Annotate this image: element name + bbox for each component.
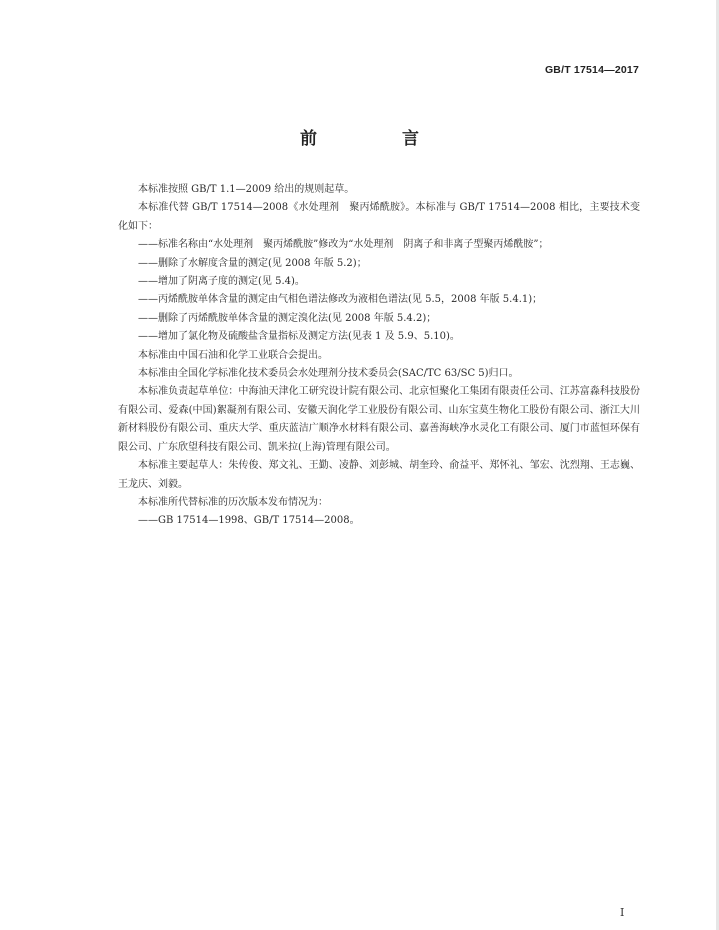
change-item-hydrolysis: ——删除了水解度含量的测定(见 2008 年版 5.2)； bbox=[138, 257, 367, 269]
change-item-name: ——标准名称由“水处理剂 聚丙烯酰胺”修改为“水处理剂 阴离子和非离子型聚丙烯酰胺”； bbox=[138, 239, 549, 251]
change-item-chloride-sulfate: ——增加了氯化物及硫酸盐含量指标及测定方法(见表 1 及 5.9、5.10)。 bbox=[138, 331, 460, 343]
change-item-anionic-degree: ——增加了阴离子度的测定(见 5.4)。 bbox=[138, 276, 305, 288]
paragraph-drafters: 本标准主要起草人：朱传俊、郑文礼、王勤、凌静、刘彭城、胡奎玲、俞益平、郑怀礼、邹宏、沈烈翔、王志巍、王龙庆、刘毅。 bbox=[118, 460, 640, 490]
change-item-monomer-method: ——丙烯酰胺单体含量的测定由气相色谱法修改为液相色谱法(见 5.5，2008 年版 5.4.1)； bbox=[138, 294, 543, 306]
page-number: I bbox=[620, 906, 625, 919]
change-item-bromination: ——删除了丙烯酰胺单体含量的测定溴化法(见 2008 年版 5.4.2)； bbox=[138, 312, 437, 324]
paragraph-previous-editions: 本标准所代替标准的历次版本发布情况为： bbox=[138, 496, 328, 508]
paragraph-proposed-by: 本标准由中国石油和化学工业联合会提出。 bbox=[138, 349, 328, 361]
paragraph-under-jurisdiction: 本标准由全国化学标准化技术委员会水处理剂分技术委员会(SAC/TC 63/SC 5)归口。 bbox=[138, 368, 519, 380]
paragraph-drafting-rules: 本标准按照 GB/T 1.1—2009 给出的规则起草。 bbox=[138, 184, 355, 195]
foreword-body bbox=[118, 181, 640, 531]
page-title: 前 言 bbox=[300, 129, 453, 149]
previous-editions-list: ——GB 17514—1998、GB/T 17514—2008。 bbox=[138, 515, 360, 527]
paragraph-replaces: 本标准代替 GB/T 17514—2008《水处理剂 聚丙烯酰胺》。本标准与 GB/T 17514—2008 相比，主要技术变化如下： bbox=[118, 202, 640, 232]
paragraph-drafting-units: 本标准负责起草单位：中海油天津化工研究设计院有限公司、北京恒聚化工集团有限责任公司、江苏富淼科技股份有限公司、爱森(中国)絮凝剂有限公司、安徽天润化学工业股份有限公司、山东宝莫生物化工股份有限公司、浙江大川新材料股份有限公司、重庆大学、重庆蓝洁广顺净水材料有限公司、嘉善海峡净水灵化工有限公司、厦门市蓝恒环保有限公司、广东欣望科技有限公司、凯米拉(上海)管理有限公司。 bbox=[118, 386, 640, 453]
standard-code: GB/T 17514—2017 bbox=[544, 64, 639, 76]
